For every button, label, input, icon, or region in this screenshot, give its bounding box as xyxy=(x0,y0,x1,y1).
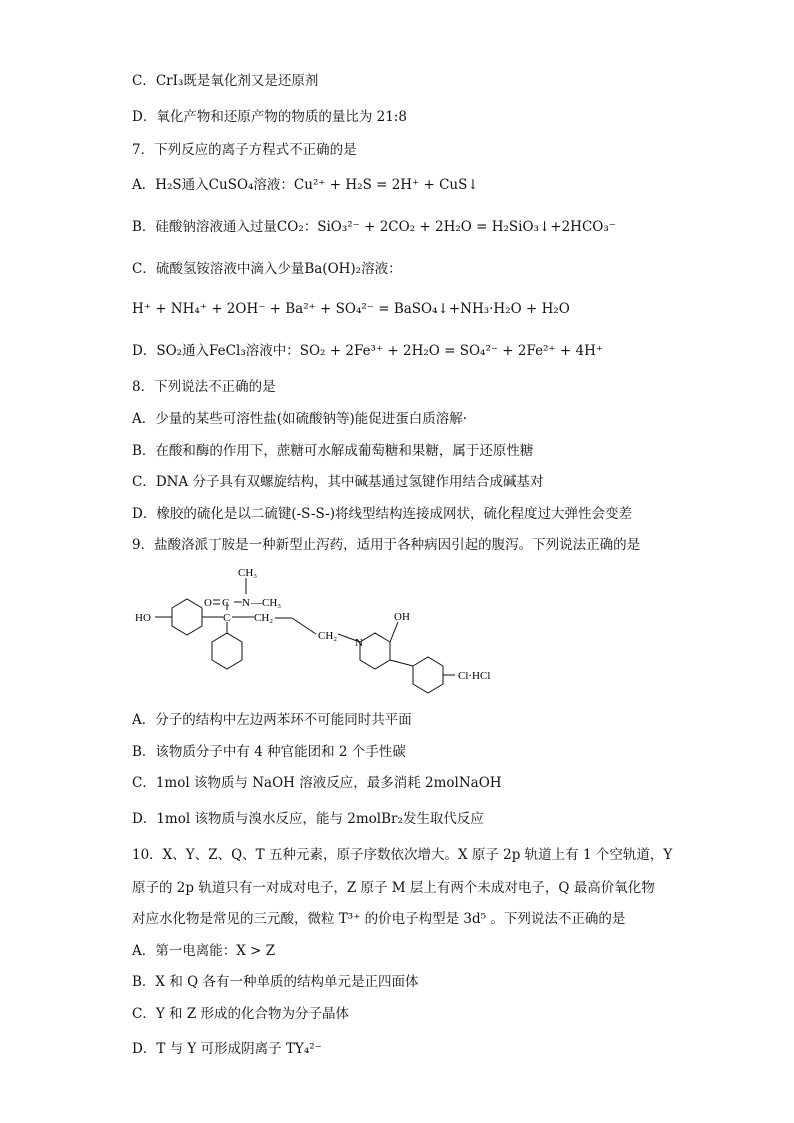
ch3-top-label: CH₃ xyxy=(238,567,258,579)
oh-label: OH xyxy=(394,611,410,623)
q7-option-a: A．H₂S通入CuSO₄溶液：Cu²⁺ + H₂S = 2H⁺ + CuS↓ xyxy=(132,177,479,193)
q7-option-b: B．硅酸钠溶液通入过量CO₂：SiO₃²⁻ + 2CO₂ + 2H₂O = H₂SiO₃↓+2HCO₃⁻ xyxy=(132,219,616,235)
q7-option-c: C．硫酸氢铵溶液中滴入少量Ba(OH)₂溶液： xyxy=(132,261,402,277)
q10-option-c: C．Y 和 Z 形成的化合物为分子晶体 xyxy=(132,1006,349,1022)
q9-option-c: C．1mol 该物质与 NaOH 溶液反应，最多消耗 2molNaOH xyxy=(132,775,502,791)
q9-option-a: A．分子的结构中左边两苯环不可能同时共平面 xyxy=(132,712,412,728)
ho-label: HO xyxy=(135,612,151,624)
q8-option-b: B．在酸和酶的作用下，蔗糖可水解成葡萄糖和果糖，属于还原性糖 xyxy=(132,443,534,459)
question-9: 9．盐酸洛派丁胺是一种新型止泻药，适用于各种病因引起的腹泻。下列说法正确的是 xyxy=(132,537,641,553)
line-c-cri3: C．CrI₃既是氧化剂又是还原剂 xyxy=(132,73,319,89)
q10-option-b: B．X 和 Q 各有一种单质的结构单元是正四面体 xyxy=(132,974,419,990)
question-10: 10．X、Y、Z、Q、T 五种元素，原子序数依次增大。X 原子 2p 轨道上有 1 个空轨道，Y xyxy=(132,847,673,863)
q7-option-c-equation: H⁺ + NH₄⁺ + 2OH⁻ + Ba²⁺ + SO₄²⁻ = BaSO₄↓+NH₃·H₂O + H₂O xyxy=(132,301,570,317)
q10-option-a: A．第一电离能：X > Z xyxy=(132,943,276,959)
question-7: 7．下列反应的离子方程式不正确的是 xyxy=(132,142,357,158)
structural-formula xyxy=(130,560,520,700)
q7-option-d: D．SO₂通入FeCl₃溶液中：SO₂ + 2Fe³⁺ + 2H₂O = SO₄²⁻ + 2Fe²⁺ + 4H⁺ xyxy=(132,343,604,359)
n-amide-label: N xyxy=(242,597,250,609)
cl-hcl-label: Cl·HCl xyxy=(458,670,491,682)
n-piperidine-label: N xyxy=(355,637,363,649)
ch2-b-label: CH₂ xyxy=(318,630,338,642)
q9-option-d: D．1mol 该物质与溴水反应，能与 2molBr₂发生取代反应 xyxy=(132,811,484,827)
q8-option-a: A．少量的某些可溶性盐(如硫酸钠等)能促进蛋白质溶解· xyxy=(132,411,468,427)
c-carbonyl-label: C xyxy=(222,597,230,609)
question-10-line-2: 原子的 2p 轨道只有一对成对电子，Z 原子 M 层上有两个未成对电子，Q 最高价氧化物 xyxy=(132,880,655,896)
ch2-a-label: CH₂ xyxy=(254,612,274,624)
q8-option-d: D．橡胶的硫化是以二硫键(-S-S-)将线型结构连接成网状，硫化程度过大弹性会变差 xyxy=(132,506,633,522)
line-d-ratio: D．氧化产物和还原产物的物质的量比为 21:8 xyxy=(132,109,407,125)
q8-option-c: C．DNA 分子具有双螺旋结构，其中碱基通过氢键作用结合成碱基对 xyxy=(132,474,544,490)
question-10-line-3: 对应水化物是常见的三元酸，微粒 T³⁺ 的价电子构型是 3d⁵ 。下列说法不正确的是 xyxy=(132,911,626,927)
q9-option-b: B．该物质分子中有 4 种官能团和 2 个手性碳 xyxy=(132,744,406,760)
c-quaternary-label: C xyxy=(223,612,231,624)
o-label: O xyxy=(204,597,212,609)
ch3-right-label: —CH₃ xyxy=(251,597,282,609)
question-8: 8．下列说法不正确的是 xyxy=(132,379,276,395)
q10-option-d: D．T 与 Y 可形成阴离子 TY₄²⁻ xyxy=(132,1041,322,1057)
